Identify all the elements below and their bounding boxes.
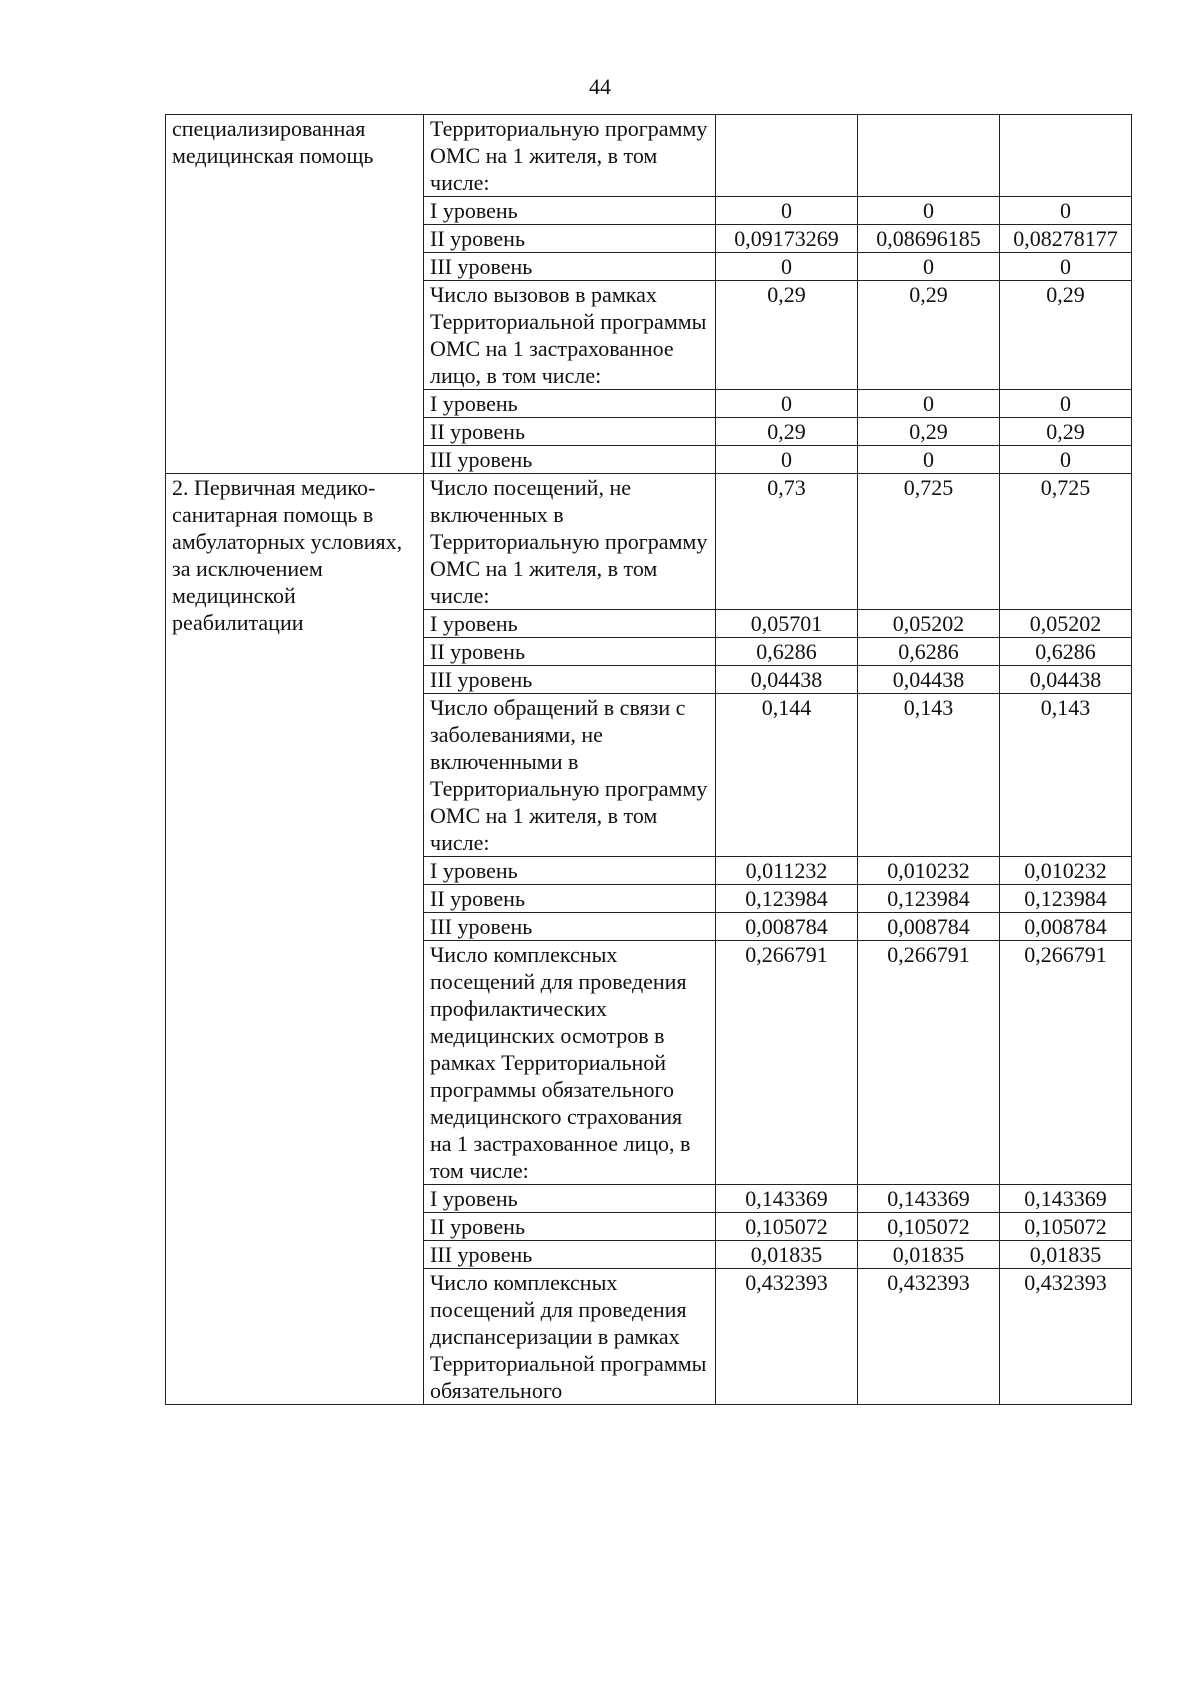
value-cell-2: 0: [858, 390, 1000, 418]
value-cell-3: 0,08278177: [1000, 225, 1132, 253]
value-cell-3: 0,04438: [1000, 666, 1132, 694]
value-cell-2: 0: [858, 197, 1000, 225]
value-cell-1: 0,04438: [716, 666, 858, 694]
value-cell-2: 0,143: [858, 694, 1000, 857]
value-cell-2: 0,143369: [858, 1185, 1000, 1213]
value-cell-2: 0: [858, 253, 1000, 281]
indicator-label: I уровень: [424, 390, 716, 418]
value-cell-1: 0,05701: [716, 610, 858, 638]
value-cell-1: 0,29: [716, 418, 858, 446]
indicator-label: Число вызовов в рамках Территориальной программы ОМС на 1 застрахованное лицо, в том числе:: [424, 281, 716, 390]
indicator-label: I уровень: [424, 857, 716, 885]
value-cell-2: 0: [858, 446, 1000, 474]
value-cell-1: 0,6286: [716, 638, 858, 666]
value-cell-1: 0,008784: [716, 913, 858, 941]
value-cell-3: 0,143: [1000, 694, 1132, 857]
value-cell-1: 0: [716, 253, 858, 281]
indicator-label: II уровень: [424, 418, 716, 446]
value-cell-1: 0,266791: [716, 941, 858, 1185]
value-cell-1: 0,143369: [716, 1185, 858, 1213]
value-cell-3: 0,29: [1000, 418, 1132, 446]
indicator-label: Число посещений, не включенных в Территориальную программу ОМС на 1 жителя, в том числе:: [424, 474, 716, 610]
indicator-label: III уровень: [424, 253, 716, 281]
norms-table: [165, 114, 1132, 1405]
value-cell-1: 0,011232: [716, 857, 858, 885]
value-cell-3: 0,008784: [1000, 913, 1132, 941]
value-cell-3: 0,29: [1000, 281, 1132, 390]
value-cell-3: [1000, 115, 1132, 197]
value-cell-3: 0,143369: [1000, 1185, 1132, 1213]
value-cell-1: [716, 115, 858, 197]
value-cell-1: 0,144: [716, 694, 858, 857]
value-cell-1: 0: [716, 197, 858, 225]
indicator-label: I уровень: [424, 197, 716, 225]
value-cell-2: 0,105072: [858, 1213, 1000, 1241]
value-cell-3: 0,010232: [1000, 857, 1132, 885]
value-cell-1: 0,432393: [716, 1269, 858, 1405]
indicator-label: II уровень: [424, 885, 716, 913]
value-cell-2: 0,6286: [858, 638, 1000, 666]
value-cell-2: [858, 115, 1000, 197]
value-cell-2: 0,05202: [858, 610, 1000, 638]
indicator-label: II уровень: [424, 225, 716, 253]
value-cell-1: 0,105072: [716, 1213, 858, 1241]
indicator-label: I уровень: [424, 1185, 716, 1213]
value-cell-3: 0: [1000, 390, 1132, 418]
table-row: [166, 474, 1132, 610]
indicator-label: III уровень: [424, 1241, 716, 1269]
value-cell-3: 0: [1000, 197, 1132, 225]
indicator-label: III уровень: [424, 913, 716, 941]
indicator-label: Число комплексных посещений для проведения диспансеризации в рамках Территориальной программы обязательного: [424, 1269, 716, 1405]
value-cell-2: 0,01835: [858, 1241, 1000, 1269]
value-cell-3: 0,05202: [1000, 610, 1132, 638]
value-cell-1: 0,09173269: [716, 225, 858, 253]
value-cell-1: 0,73: [716, 474, 858, 610]
value-cell-3: 0,123984: [1000, 885, 1132, 913]
table-row: [166, 115, 1132, 197]
indicator-label: III уровень: [424, 446, 716, 474]
value-cell-2: 0,08696185: [858, 225, 1000, 253]
value-cell-2: 0,29: [858, 418, 1000, 446]
value-cell-2: 0,432393: [858, 1269, 1000, 1405]
indicator-label: II уровень: [424, 1213, 716, 1241]
value-cell-3: 0,266791: [1000, 941, 1132, 1185]
value-cell-2: 0,04438: [858, 666, 1000, 694]
indicator-label: I уровень: [424, 610, 716, 638]
norms-table-body: [166, 115, 1132, 1405]
indicator-label: III уровень: [424, 666, 716, 694]
value-cell-3: 0,725: [1000, 474, 1132, 610]
value-cell-3: 0: [1000, 253, 1132, 281]
value-cell-2: 0,725: [858, 474, 1000, 610]
value-cell-1: 0: [716, 390, 858, 418]
value-cell-3: 0,432393: [1000, 1269, 1132, 1405]
value-cell-3: 0: [1000, 446, 1132, 474]
value-cell-1: 0,123984: [716, 885, 858, 913]
section-label: специализированная медицинская помощь: [166, 115, 424, 474]
value-cell-2: 0,266791: [858, 941, 1000, 1185]
value-cell-3: 0,6286: [1000, 638, 1132, 666]
value-cell-3: 0,01835: [1000, 1241, 1132, 1269]
value-cell-1: 0,01835: [716, 1241, 858, 1269]
indicator-label: II уровень: [424, 638, 716, 666]
page-number: 44: [589, 74, 611, 99]
value-cell-2: 0,123984: [858, 885, 1000, 913]
value-cell-2: 0,008784: [858, 913, 1000, 941]
indicator-label: Число комплексных посещений для проведения профилактических медицинских осмотров в рамках Территориальной программы обязательного медицинского страхования на 1 застрахованное лицо, в том числе:: [424, 941, 716, 1185]
section-label: 2. Первичная медико-санитарная помощь в амбулаторных условиях, за исключением медицинской реабилитации: [166, 474, 424, 1405]
indicator-label: Число обращений в связи с заболеваниями, не включенными в Территориальную программу ОМС на 1 жителя, в том числе:: [424, 694, 716, 857]
indicator-label: Территориальную программу ОМС на 1 жителя, в том числе:: [424, 115, 716, 197]
value-cell-1: 0: [716, 446, 858, 474]
value-cell-2: 0,010232: [858, 857, 1000, 885]
value-cell-1: 0,29: [716, 281, 858, 390]
value-cell-3: 0,105072: [1000, 1213, 1132, 1241]
value-cell-2: 0,29: [858, 281, 1000, 390]
